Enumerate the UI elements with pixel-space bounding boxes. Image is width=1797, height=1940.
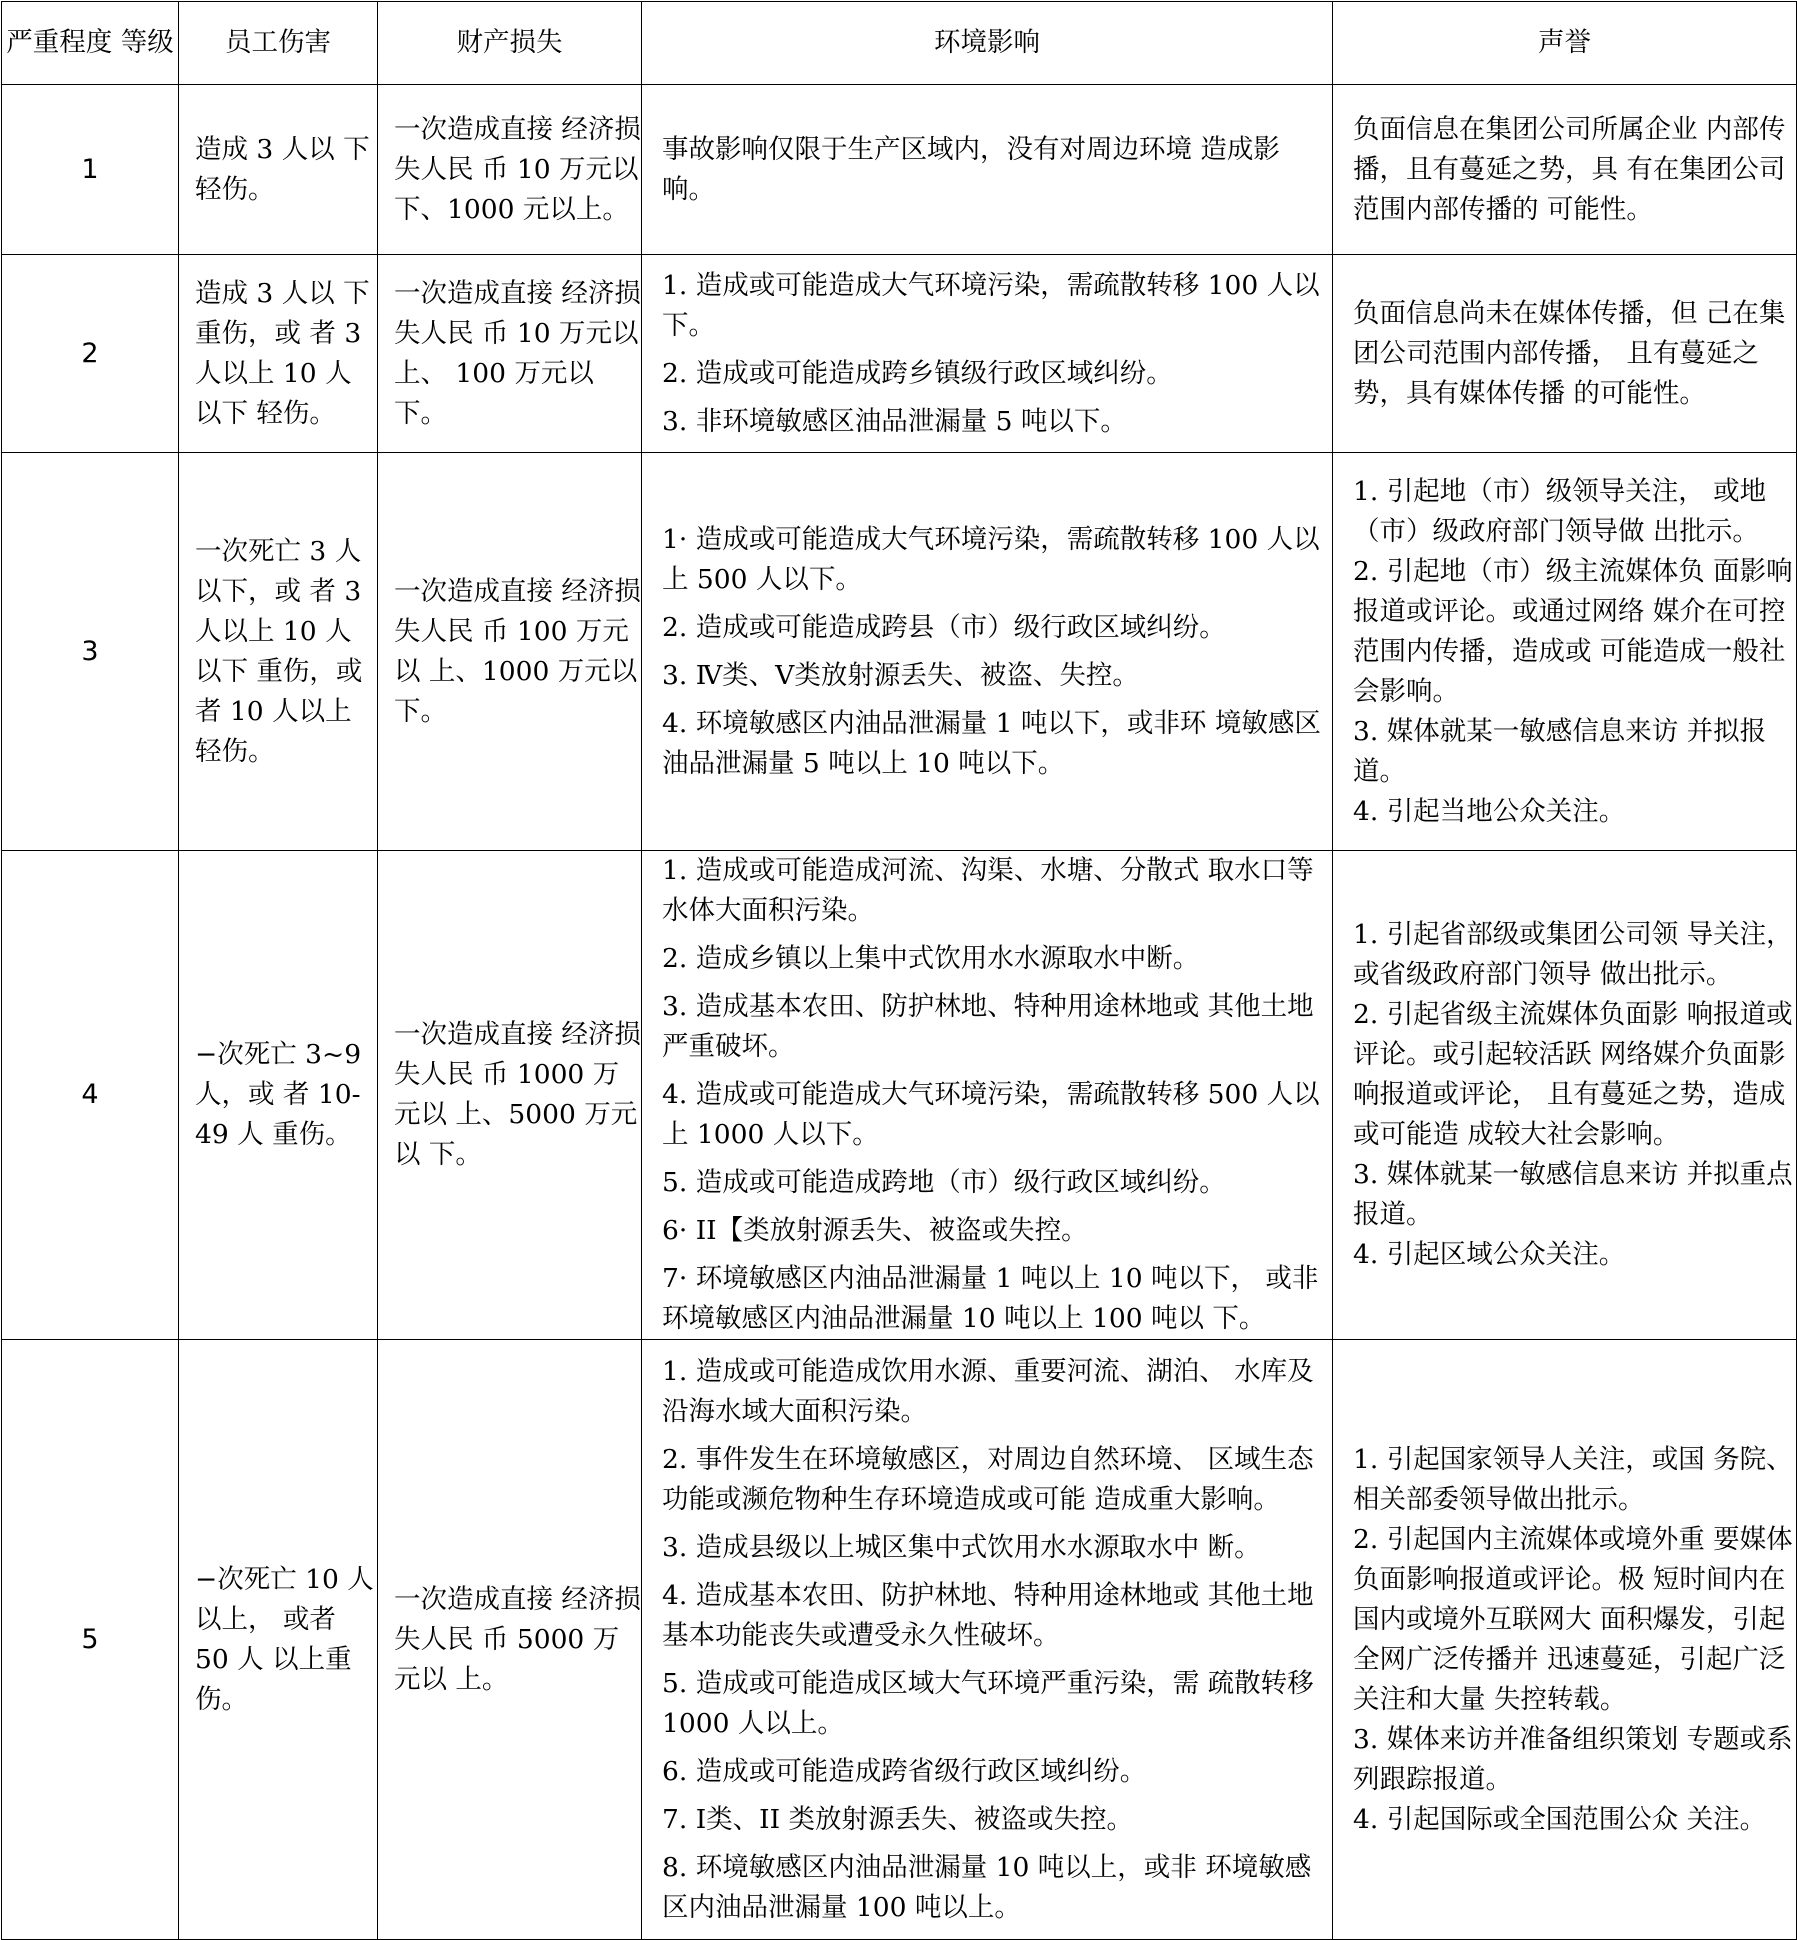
reputation-item: 负面信息尚未在媒体传播，但 己在集团公司范围内部传播， 且有蔓延之势，具有媒体传播 的可能性。 xyxy=(1353,297,1786,409)
severity-grading-table xyxy=(1,1,1797,1940)
environment-item: 1. 造成或可能造成饮用水源、重要河流、湖泊、 水库及沿海水域大面积污染。 xyxy=(662,1355,1314,1427)
environment-item: 事故影响仅限于生产区域内，没有对周边环境 造成影响。 xyxy=(662,133,1280,205)
environmental-impact-cell xyxy=(642,851,1333,1340)
property-loss-cell: 一次造成直接 经济损失人民 币 100 万元以 上、1000 万元以 下。 xyxy=(378,453,642,851)
environment-item: 5. 造成或可能造成跨地（市）级行政区域纠纷。 xyxy=(662,1167,1226,1198)
property-loss-cell: 一次造成直接 经济损失人民 币 5000 万元以 上。 xyxy=(378,1340,642,1940)
table-header-row xyxy=(2,2,1797,85)
reputation-cell xyxy=(1333,1340,1797,1940)
environment-item: 1. 造成或可能造成河流、沟渠、水塘、分散式 取水口等水体大面积污染。 xyxy=(662,855,1314,926)
environment-item: 6· II【类放射源丢失、被盗或失控。 xyxy=(662,1215,1088,1246)
environment-item: 4. 造成基本农田、防护林地、特种用途林地或 其他土地基本功能丧失或遭受永久性破坏。 xyxy=(662,1579,1314,1651)
reputation-cell xyxy=(1333,85,1797,255)
environment-item: 3. 造成县级以上城区集中式饮用水水源取水中 断。 xyxy=(662,1531,1261,1563)
header-employee-injury: 员工伤害 xyxy=(179,2,378,85)
property-loss-cell: 一次造成直接 经济损失人民 币 10 万元以上、 100 万元以下。 xyxy=(378,255,642,453)
environment-item: 2. 造成乡镇以上集中式饮用水水源取水中断。 xyxy=(662,943,1200,974)
employee-injury-cell: 一次死亡 3 人以下，或 者 3 人以上 10 人以下 重伤，或者 10 人以上 轻伤。 xyxy=(179,453,378,851)
reputation-item: 1. 引起国家领导人关注，或国 务院、相关部委领导做出批示。 xyxy=(1353,1443,1793,1515)
reputation-item: 4. 引起当地公众关注。 xyxy=(1353,795,1626,827)
table-row xyxy=(2,851,1797,1340)
reputation-item: 2. 引起国内主流媒体或境外重 要媒体负面影响报道或评论。极 短时间内在国内或境外互联网大 面积爆发，引起全网广泛传播并 迅速蔓延，引起广泛关注和大量 失控转载。 xyxy=(1353,1523,1793,1715)
severity-level-cell: 1 xyxy=(2,85,179,255)
severity-level-cell: 4 xyxy=(2,851,179,1340)
environment-item: 4. 环境敏感区内油品泄漏量 1 吨以下，或非环 境敏感区油品泄漏量 5 吨以上 10 吨以下。 xyxy=(662,707,1321,779)
reputation-item: 3. 媒体就某一敏感信息来访 并拟重点报道。 xyxy=(1353,1159,1793,1230)
reputation-item: 3. 媒体就某一敏感信息来访 并拟报道。 xyxy=(1353,715,1767,787)
reputation-item: 负面信息在集团公司所属企业 内部传播，且有蔓延之势，具 有在集团公司范围内部传播的 可能性。 xyxy=(1353,113,1786,225)
environment-item: 2. 事件发生在环境敏感区，对周边自然环境、 区域生态功能或濒危物种生存环境造成或可能 造成重大影响。 xyxy=(662,1443,1314,1515)
environment-item: 1. 造成或可能造成大气环境污染，需疏散转移 100 人以下。 xyxy=(662,269,1320,341)
employee-injury-cell: −次死亡 10 人以上， 或者 50 人 以上重伤。 xyxy=(179,1340,378,1940)
environment-item: 3. Ⅳ类、Ⅴ类放射源丢失、被盗、失控。 xyxy=(662,659,1139,691)
reputation-item: 3. 媒体来访并准备组织策划 专题或系列跟踪报道。 xyxy=(1353,1723,1793,1795)
environment-item: 1· 造成或可能造成大气环境污染，需疏散转移 100 人以上 500 人以下。 xyxy=(662,523,1320,595)
environment-item: 3. 造成基本农田、防护林地、特种用途林地或 其他土地严重破坏。 xyxy=(662,991,1314,1062)
environmental-impact-cell xyxy=(642,85,1333,255)
reputation-cell xyxy=(1333,255,1797,453)
reputation-cell xyxy=(1333,453,1797,851)
reputation-item: 2. 引起地（市）级主流媒体负 面影响报道或评论。或通过网络 媒介在可控范围内传播，造成或 可能造成一般社会影响。 xyxy=(1353,555,1793,707)
reputation-item: 4. 引起国际或全国范围公众 关注。 xyxy=(1353,1803,1767,1835)
header-property-loss: 财产损失 xyxy=(378,2,642,85)
environmental-impact-cell xyxy=(642,453,1333,851)
table-row xyxy=(2,453,1797,851)
environment-item: 2. 造成或可能造成跨乡镇级行政区域纠纷。 xyxy=(662,357,1173,389)
reputation-item: 1. 引起省部级或集团公司领 导关注，或省级政府部门领导 做出批示。 xyxy=(1353,919,1793,990)
header-severity-level: 严重程度 等级 xyxy=(2,2,179,85)
environment-item: 8. 环境敏感区内油品泄漏量 10 吨以上，或非 环境敏感区内油品泄漏量 100 吨以上。 xyxy=(662,1851,1312,1923)
header-environmental-impact: 环境影响 xyxy=(642,2,1333,85)
severity-level-cell: 2 xyxy=(2,255,179,453)
environment-item: 6. 造成或可能造成跨省级行政区域纠纷。 xyxy=(662,1755,1147,1787)
reputation-cell xyxy=(1333,851,1797,1340)
environment-item: 3. 非环境敏感区油品泄漏量 5 吨以下。 xyxy=(662,405,1127,437)
environment-item: 7· 环境敏感区内油品泄漏量 1 吨以上 10 吨以下， 或非环境敏感区内油品泄漏量 10 吨以上 100 吨以 下。 xyxy=(662,1263,1319,1334)
environmental-impact-cell xyxy=(642,1340,1333,1940)
reputation-item: 4. 引起区域公众关注。 xyxy=(1353,1239,1626,1270)
property-loss-cell: 一次造成直接 经济损失人民 币 10 万元以下、1000 元以上。 xyxy=(378,85,642,255)
environmental-impact-cell xyxy=(642,255,1333,453)
employee-injury-cell: 造成 3 人以 下轻伤。 xyxy=(179,85,378,255)
environment-item: 7. Ⅰ类、II 类放射源丢失、被盗或失控。 xyxy=(662,1803,1134,1835)
header-reputation: 声誉 xyxy=(1333,2,1797,85)
employee-injury-cell: 造成 3 人以 下重伤，或 者 3 人以上 10 人以下 轻伤。 xyxy=(179,255,378,453)
table-row xyxy=(2,255,1797,453)
severity-level-cell: 5 xyxy=(2,1340,179,1940)
environment-item: 4. 造成或可能造成大气环境污染，需疏散转移 500 人以上 1000 人以下。 xyxy=(662,1079,1320,1150)
severity-level-cell: 3 xyxy=(2,453,179,851)
property-loss-cell: 一次造成直接 经济损失人民 币 1000 万元以 上、5000 万元以 下。 xyxy=(378,851,642,1340)
table-row xyxy=(2,1340,1797,1940)
reputation-item: 2. 引起省级主流媒体负面影 响报道或评论。或引起较活跃 网络媒介负面影响报道或评论， 且有蔓延之势，造成或可能造 成较大社会影响。 xyxy=(1353,999,1793,1150)
reputation-item: 1. 引起地（市）级领导关注， 或地（市）级政府部门领导做 出批示。 xyxy=(1353,475,1767,547)
environment-item: 5. 造成或可能造成区域大气环境严重污染，需 疏散转移 1000 人以上。 xyxy=(662,1667,1314,1739)
table-row xyxy=(2,85,1797,255)
environment-item: 2. 造成或可能造成跨县（市）级行政区域纠纷。 xyxy=(662,611,1226,643)
employee-injury-cell: −次死亡 3~9 人，或 者 10-49 人 重伤。 xyxy=(179,851,378,1340)
